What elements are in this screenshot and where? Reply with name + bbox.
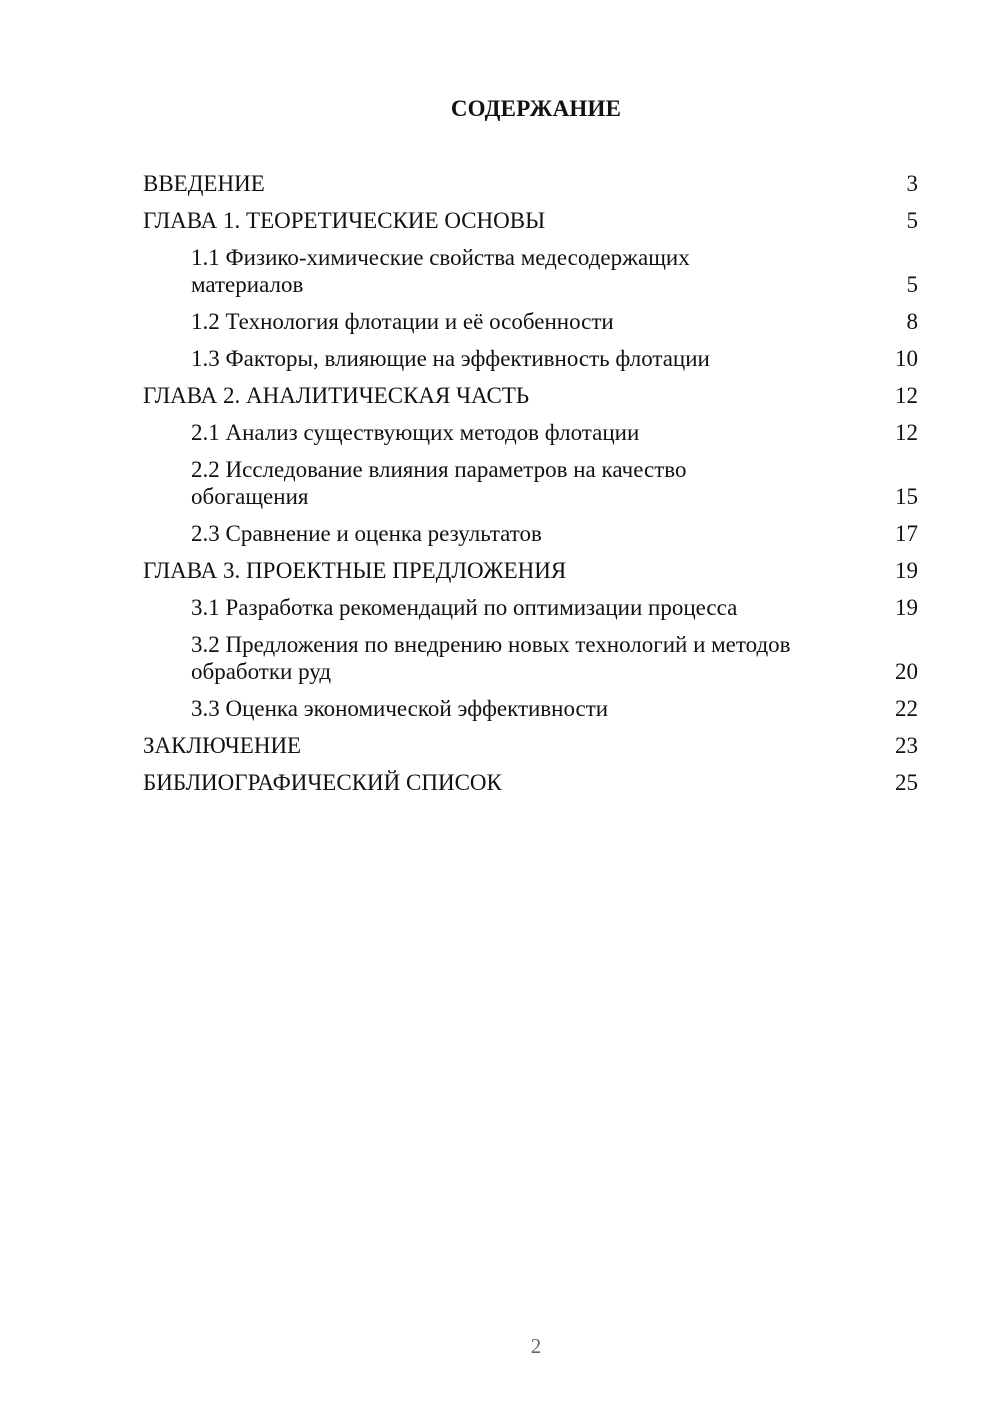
toc-entry-section-2-2[interactable] bbox=[143, 456, 918, 510]
page-number: 2 bbox=[530, 1334, 542, 1358]
toc-entry-page: 20 bbox=[895, 659, 918, 684]
toc-entry-section-3-3[interactable] bbox=[143, 695, 918, 722]
table-of-contents bbox=[143, 170, 918, 806]
toc-entry-page: 8 bbox=[906, 309, 918, 334]
toc-entry-page: 3 bbox=[906, 171, 918, 196]
toc-entry-label: ГЛАВА 3. ПРОЕКТНЫЕ ПРЕДЛОЖЕНИЯ bbox=[143, 558, 567, 583]
toc-entry-introduction[interactable] bbox=[143, 170, 918, 197]
toc-entry-label: ГЛАВА 2. АНАЛИТИЧЕСКАЯ ЧАСТЬ bbox=[143, 383, 530, 408]
toc-entry-label: 1.1 Физико-химические свойства медесодержащих материалов bbox=[191, 245, 690, 297]
toc-entry-page: 5 bbox=[906, 272, 918, 297]
toc-entry-label: ЗАКЛЮЧЕНИЕ bbox=[143, 733, 302, 758]
toc-entry-label: 3.2 Предложения по внедрению новых технологий и методов обработки руд bbox=[191, 632, 791, 684]
toc-entry-chapter-1[interactable] bbox=[143, 207, 918, 234]
toc-entry-page: 12 bbox=[895, 420, 918, 445]
toc-entry-section-3-2[interactable] bbox=[143, 631, 918, 685]
toc-entry-section-1-2[interactable] bbox=[143, 308, 918, 335]
toc-entry-conclusion[interactable] bbox=[143, 732, 918, 759]
toc-entry-chapter-2[interactable] bbox=[143, 382, 918, 409]
toc-entry-page: 12 bbox=[895, 383, 918, 408]
toc-entry-page: 10 bbox=[895, 346, 918, 371]
toc-entry-label: 1.2 Технология флотации и её особенности bbox=[191, 309, 614, 334]
toc-entry-label: ВВЕДЕНИЕ bbox=[143, 171, 265, 196]
toc-entry-page: 15 bbox=[895, 484, 918, 509]
toc-entry-page: 23 bbox=[895, 733, 918, 758]
toc-entry-label: ГЛАВА 1. ТЕОРЕТИЧЕСКИЕ ОСНОВЫ bbox=[143, 208, 546, 233]
toc-entry-page: 19 bbox=[895, 595, 918, 620]
toc-entry-page: 22 bbox=[895, 696, 918, 721]
toc-entry-bibliography[interactable] bbox=[143, 769, 918, 796]
toc-entry-label: 1.3 Факторы, влияющие на эффективность флотации bbox=[191, 346, 710, 371]
toc-entry-label: 3.3 Оценка экономической эффективности bbox=[191, 696, 609, 721]
toc-entry-page: 25 bbox=[895, 770, 918, 795]
toc-entry-label: 2.3 Сравнение и оценка результатов bbox=[191, 521, 542, 546]
toc-entry-label: 2.1 Анализ существующих методов флотации bbox=[191, 420, 640, 445]
toc-entry-page: 19 bbox=[895, 558, 918, 583]
toc-entry-label: 3.1 Разработка рекомендаций по оптимизации процесса bbox=[191, 595, 738, 620]
toc-entry-page: 5 bbox=[906, 208, 918, 233]
toc-entry-label: 2.2 Исследование влияния параметров на качество обогащения bbox=[191, 457, 687, 509]
toc-title: СОДЕРЖАНИЕ bbox=[450, 96, 622, 121]
toc-entry-page: 17 bbox=[895, 521, 918, 546]
toc-entry-section-1-1[interactable] bbox=[143, 244, 918, 298]
toc-entry-section-2-1[interactable] bbox=[143, 419, 918, 446]
toc-entry-label: БИБЛИОГРАФИЧЕСКИЙ СПИСОК bbox=[143, 770, 502, 795]
toc-entry-chapter-3[interactable] bbox=[143, 557, 918, 584]
toc-entry-section-2-3[interactable] bbox=[143, 520, 918, 547]
toc-entry-section-3-1[interactable] bbox=[143, 594, 918, 621]
toc-entry-section-1-3[interactable] bbox=[143, 345, 918, 372]
